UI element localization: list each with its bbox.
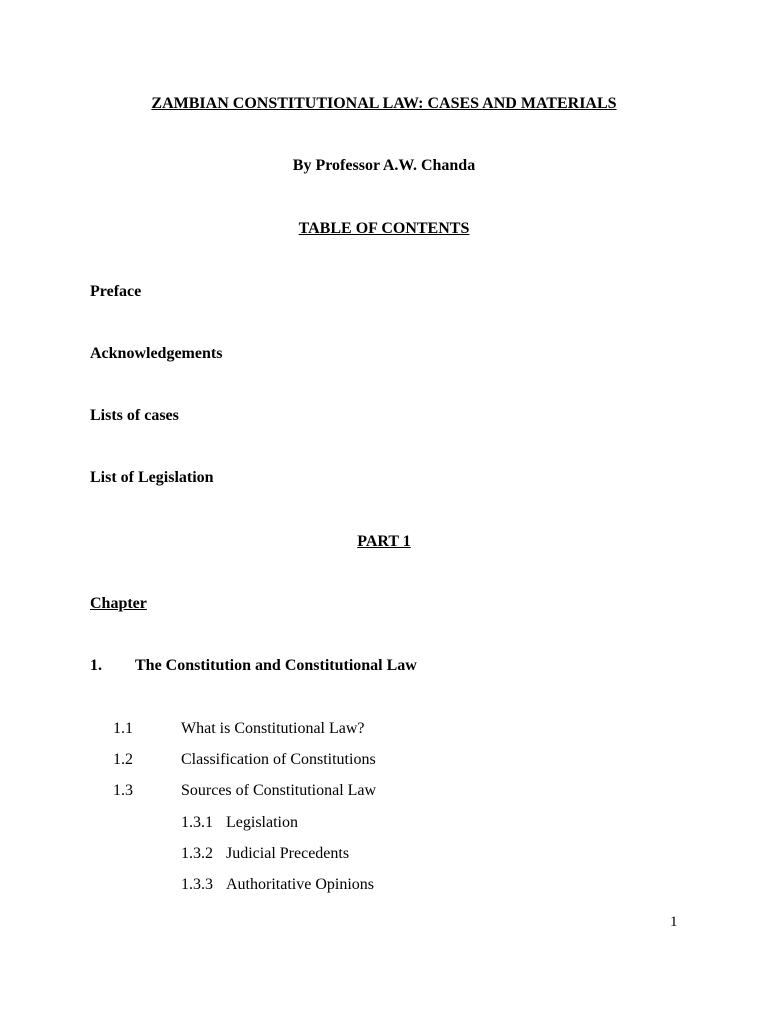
subsection-number: 1.3.3	[181, 876, 213, 893]
section-title: Sources of Constitutional Law	[181, 782, 377, 799]
part-heading: PART 1	[357, 533, 411, 550]
toc-entry-acknowledgements: Acknowledgements	[90, 345, 223, 362]
subsection-title: Judicial Precedents	[226, 845, 350, 862]
chapter-label: Chapter	[90, 595, 147, 612]
toc-entry-preface: Preface	[90, 283, 142, 300]
page-number: 1	[670, 914, 678, 930]
section-title: Classification of Constitutions	[181, 751, 376, 768]
section-number: 1.2	[113, 751, 133, 768]
toc-entry-lists-of-cases: Lists of cases	[90, 407, 179, 424]
chapter-number: 1.	[90, 657, 102, 674]
author-line: By Professor A.W. Chanda	[292, 157, 476, 174]
toc-entry-list-of-legislation: List of Legislation	[90, 469, 214, 486]
document-title: ZAMBIAN CONSTITUTIONAL LAW: CASES AND MATERIALS	[151, 95, 617, 112]
section-number: 1.1	[113, 720, 133, 737]
subsection-title: Authoritative Opinions	[226, 876, 374, 893]
subsection-number: 1.3.1	[181, 814, 213, 831]
subsection-title: Legislation	[226, 814, 298, 831]
toc-heading: TABLE OF CONTENTS	[298, 220, 470, 237]
section-number: 1.3	[113, 782, 133, 799]
section-title: What is Constitutional Law?	[181, 720, 365, 737]
chapter-title: The Constitution and Constitutional Law	[135, 657, 417, 674]
subsection-number: 1.3.2	[181, 845, 213, 862]
